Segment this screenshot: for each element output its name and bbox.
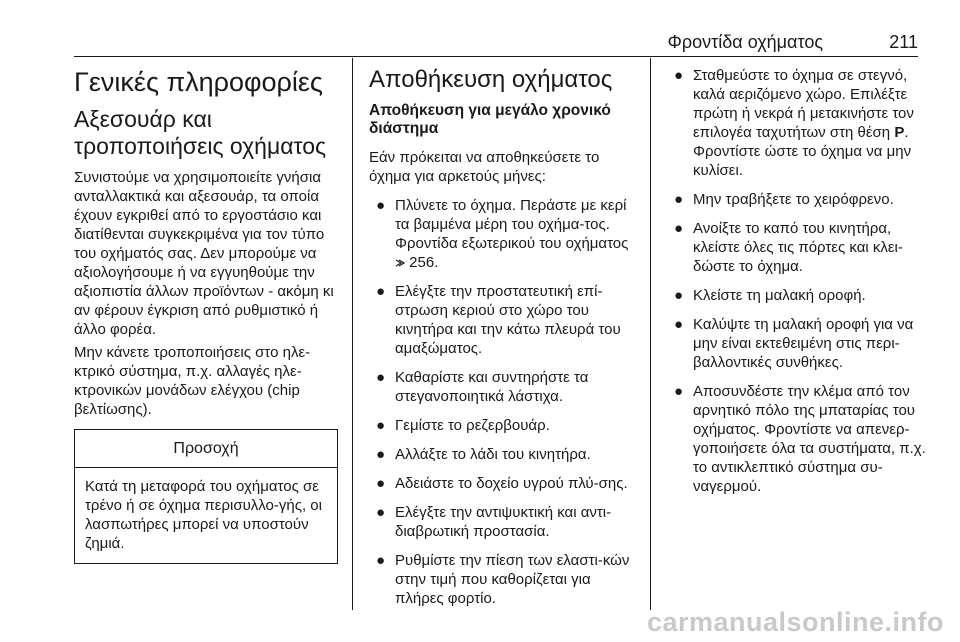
caution-box bbox=[74, 429, 338, 564]
bullet-icon: ● bbox=[376, 417, 386, 434]
column-general-info bbox=[74, 58, 339, 564]
header-title: Φροντίδα οχήματος bbox=[667, 32, 823, 52]
section-heading-general: Γενικές πληροφορίες bbox=[74, 67, 323, 97]
caution-title: Προσοχή bbox=[75, 430, 337, 468]
bullet-icon: ● bbox=[674, 220, 684, 237]
list-item: ● Πλύνετε το όχημα. Περάστε με κερί τα βαμμένα μέρη του οχήμα-τος. Φροντίδα εξωτερικού του οχήματος 256. bbox=[376, 197, 629, 271]
bullet-icon: ● bbox=[674, 191, 684, 208]
bullet-icon: ● bbox=[376, 369, 386, 386]
bullet-icon: ● bbox=[376, 446, 386, 463]
subheading-long-term-storage: Αποθήκευση για μεγάλο χρονικό διάστημα bbox=[369, 102, 611, 137]
paragraph-accessories: Συνιστούμε να χρησιμοποιείτε γνήσια ανταλλακτικά και αξεσουάρ, τα οποία έχουν εγκριθεί από το εργοστάσιο και διατίθενται συγκεκριμένα για τον τύπο του οχήματός σας. Δεν μπορούμε να αξιολογήσουμε ή να εγγυηθούμε την αξιοπιστία άλλων προϊόντων - ακόμη κι αν φέρουν έγκριση από ρυθμιστικό ή άλλο φορέα. bbox=[74, 169, 334, 338]
column-vehicle-storage bbox=[369, 58, 639, 618]
column-storage-continued bbox=[667, 66, 929, 506]
caution-text: Κατά τη μεταφορά του οχήματος σε τρένο ή σε όχημα περισυλλο-γής, οι λασπωτήρες μπορεί να υποστούν ζημιά. bbox=[85, 478, 322, 552]
list-item: ● Καλύψτε τη μαλακή οροφή για να μην είναι εκτεθειμένη στις περι-βαλλοντικές συνθήκες. bbox=[674, 316, 914, 371]
list-item: ● Ελέγξτε την αντιψυκτική και αντι-διαβρωτική προστασία. bbox=[376, 504, 612, 540]
bullet-icon: ● bbox=[674, 287, 684, 304]
list-item: ● Αλλάξτε το λάδι του κινητήρα. bbox=[376, 446, 591, 463]
page-header bbox=[74, 20, 918, 57]
list-item: ● Ρυθμίστε την πίεση των ελαστι-κών στην τιμή που καθορίζεται για πλήρες φορτίο. bbox=[376, 552, 630, 607]
bullet-icon: ● bbox=[376, 197, 386, 214]
arrow-ref-icon[interactable] bbox=[395, 254, 405, 264]
bullet-icon: ● bbox=[674, 316, 684, 333]
bullet-icon: ● bbox=[674, 67, 684, 84]
watermark: carmanualsonline.info bbox=[646, 607, 944, 637]
column-divider bbox=[650, 58, 651, 610]
bullet-icon: ● bbox=[376, 504, 386, 521]
list-item: ● Κλείστε τη μαλακή οροφή. bbox=[674, 287, 866, 304]
list-item: ● Ελέγξτε την προστατευτική επί-στρωση κεριού στο χώρο του κινητήρα και την κάτω πλευρά του αμαξώματος. bbox=[376, 283, 621, 357]
page-number: 211 bbox=[889, 32, 918, 52]
bullet-icon: ● bbox=[376, 552, 386, 569]
list-item: ● Αδειάστε το δοχείο υγρού πλύ-σης. bbox=[376, 475, 628, 492]
storage-checklist bbox=[369, 196, 639, 608]
column-divider bbox=[352, 58, 353, 610]
list-item: ● Μην τραβήξετε το χειρόφρενο. bbox=[674, 191, 894, 208]
bullet-icon: ● bbox=[376, 283, 386, 300]
list-item: ● Καθαρίστε και συντηρήστε τα στεγανοποιητικά λάστιχα. bbox=[376, 369, 589, 405]
subheading-accessories: Αξεσουάρ και τροποποιήσεις οχήματος bbox=[74, 106, 327, 159]
bullet-icon: ● bbox=[376, 475, 386, 492]
section-heading-storage: Αποθήκευση οχήματος bbox=[369, 66, 613, 93]
paragraph-modifications: Μην κάνετε τροποποιήσεις στο ηλε-κτρικό σύστημα, π.χ. αλλαγές ηλε-κτρονικών μονάδων ελέγχου (chip βελτίωσης). bbox=[74, 344, 311, 418]
list-item: ● Ανοίξτε το καπό του κινητήρα, κλείστε όλες τις πόρτες και κλει-δώστε το όχημα. bbox=[674, 220, 903, 275]
list-item: ● Γεμίστε το ρεζερβουάρ. bbox=[376, 417, 550, 434]
storage-checklist-continued bbox=[667, 66, 929, 496]
page-reference-link[interactable]: 256. bbox=[409, 254, 439, 271]
storage-intro: Εάν πρόκειται να αποθηκεύσετε το όχημα για αρκετούς μήνες: bbox=[369, 149, 600, 185]
bullet-icon: ● bbox=[674, 383, 684, 400]
list-item: ● Σταθμεύστε το όχημα σε στεγνό, καλά αεριζόμενο χώρο. Επιλέξτε πρώτη ή νεκρά ή μετακινήστε τον επιλογέα ταχυτήτων στη θέση P. Φροντίστε ώστε το όχημα να μην κυλίσει. bbox=[674, 67, 914, 179]
list-item: ● Αποσυνδέστε την κλέμα από τον αρνητικό πόλο της μπαταρίας του οχήματος. Φροντίστε να απενερ-γοποιήσετε όλα τα συστήματα, π.χ. το αντικλεπτικό σύστημα συ-ναγερμού. bbox=[674, 383, 926, 495]
gear-position-p: P bbox=[894, 124, 905, 141]
